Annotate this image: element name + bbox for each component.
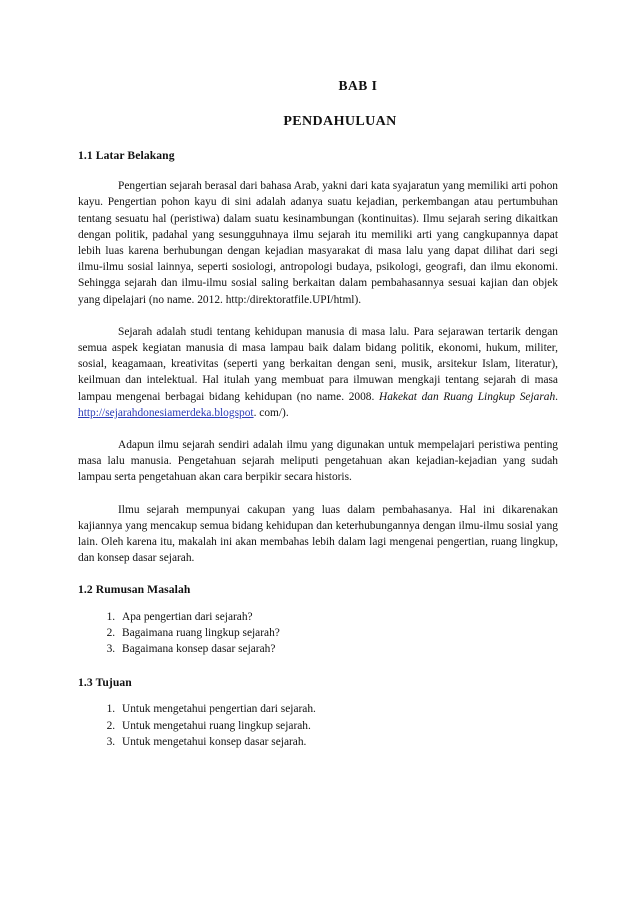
paragraph-2: Sejarah adalah studi tentang kehidupan manusia di masa lalu. Para sejarawan tertarik dengan semua aspek kegiatan manusia di masa lampau baik dalam bidang politik, ekonomi, hukum, militer, sosial, keagamaan, kreativitas (seperti yang berkaitan dengan seni, musik, arsitekur Islam, literatur), keilmuan dan intelektual. Hal itulah yang membuat para ilmuwan mengkaji tentang sejarah di masa lampau mengenai berbagai bidang kehidupan (no name. 2008. Hakekat dan Ruang Lingkup Sejarah. http://sejarahdonesiamerdeka.blogspot. com/). [78, 325, 558, 419]
list-item: 1. Apa pengertian dari sejarah? [118, 609, 558, 625]
reference-title: Hakekat dan Ruang Lingkup Sejarah [379, 390, 556, 403]
chapter-label: BAB I [338, 78, 378, 93]
list-item: 3. Bagaimana konsep dasar sejarah? [118, 641, 558, 657]
paragraph-4: Ilmu sejarah mempunyai cakupan yang luas dalam pembahasanya. Hal ini dikarenakan kajiannya yang mencakup semua bidang kehidupan dan keterhubungannya dengan ilmu-ilmu sosial yang lain. Oleh karena itu, makalah ini akan membahas lebih dalam lagi mengenai pengertian, ruang lingkup, dan konsep dasar sejarah. [78, 503, 558, 565]
paragraph-1: Pengertian sejarah berasal dari bahasa Arab, yakni dari kata syajaratun yang memiliki arti pohon kayu. Pengertian pohon kayu di sini adalah adanya suatu kejadian, perkembangan atau pertumbuhan tentang sesuatu hal (peristiwa) dalam suatu kesinambungan (kontinuitas). Ilmu sejarah sering dikaitkan dengan politik, padahal yang sesungguhnaya ilmu sejarah itu memiliki arti yang cangkupannya dapat lebih luas karena berhubungan dengan kejadian masyarakat di masa lalu yang dapat dilihat dari segi ilmu-ilmu sosial lainnya, seperti sosiologi, antropologi budaya, psikologi, geografi, dan ilmu ekonomi. Sehingga sejarah dan ilmu-ilmu sosial saling berkaitan dalam pembahasannya sesuai kajian dan objek yang dipelajari (no name. 2012. http:/direktoratfile.UPI/html). [78, 180, 558, 306]
list-item: 2. Bagaimana ruang lingkup sejarah? [118, 625, 558, 641]
chapter-title: PENDAHULUAN [283, 114, 397, 129]
paragraph-3: Adapun ilmu sejarah sendiri adalah ilmu yang digunakan untuk mempelajari peristiwa penting masa lalu manusia. Pengetahuan sejarah meliputi pengetahuan akan kejadian-kejadian yang sudah lampau serta pengetahuan akan cara berpikir secara historis. [78, 439, 558, 484]
paragraph-2-text: Sejarah adalah studi tentang kehidupan manusia di masa lalu. Para sejarawan tertarik dengan semua aspek kegiatan manusia di masa lampau baik dalam bidang politik, ekonomi, hukum, militer, sosial, keagamaan, kreativitas (seperti yang berkaitan dengan seni, musik, arsitekur Islam, literatur), keilmuan dan intelektual. Hal itulah yang membuat para ilmuwan mengkaji tentang sejarah di masa lampau mengenai berbagai bidang kehidupan (no name. 2008. [78, 325, 558, 403]
section-heading-rumusan-masalah: 1.2 Rumusan Masalah [78, 583, 191, 597]
reference-link[interactable]: http://sejarahdonesiamerdeka.blogspot [78, 406, 254, 419]
list-item: 2. Untuk mengetahui ruang lingkup sejarah. [118, 718, 558, 734]
section-heading-latar-belakang: 1.1 Latar Belakang [78, 149, 175, 162]
reference-link-suffix: . com/). [253, 406, 289, 419]
list-item: 1. Untuk mengetahui pengertian dari sejarah. [118, 701, 558, 717]
document-body [78, 148, 558, 768]
list-item: 3. Untuk mengetahui konsep dasar sejarah. [118, 734, 558, 750]
rumusan-masalah-list [78, 609, 558, 658]
section-heading-tujuan: 1.3 Tujuan [78, 676, 132, 690]
tujuan-list [78, 701, 558, 750]
